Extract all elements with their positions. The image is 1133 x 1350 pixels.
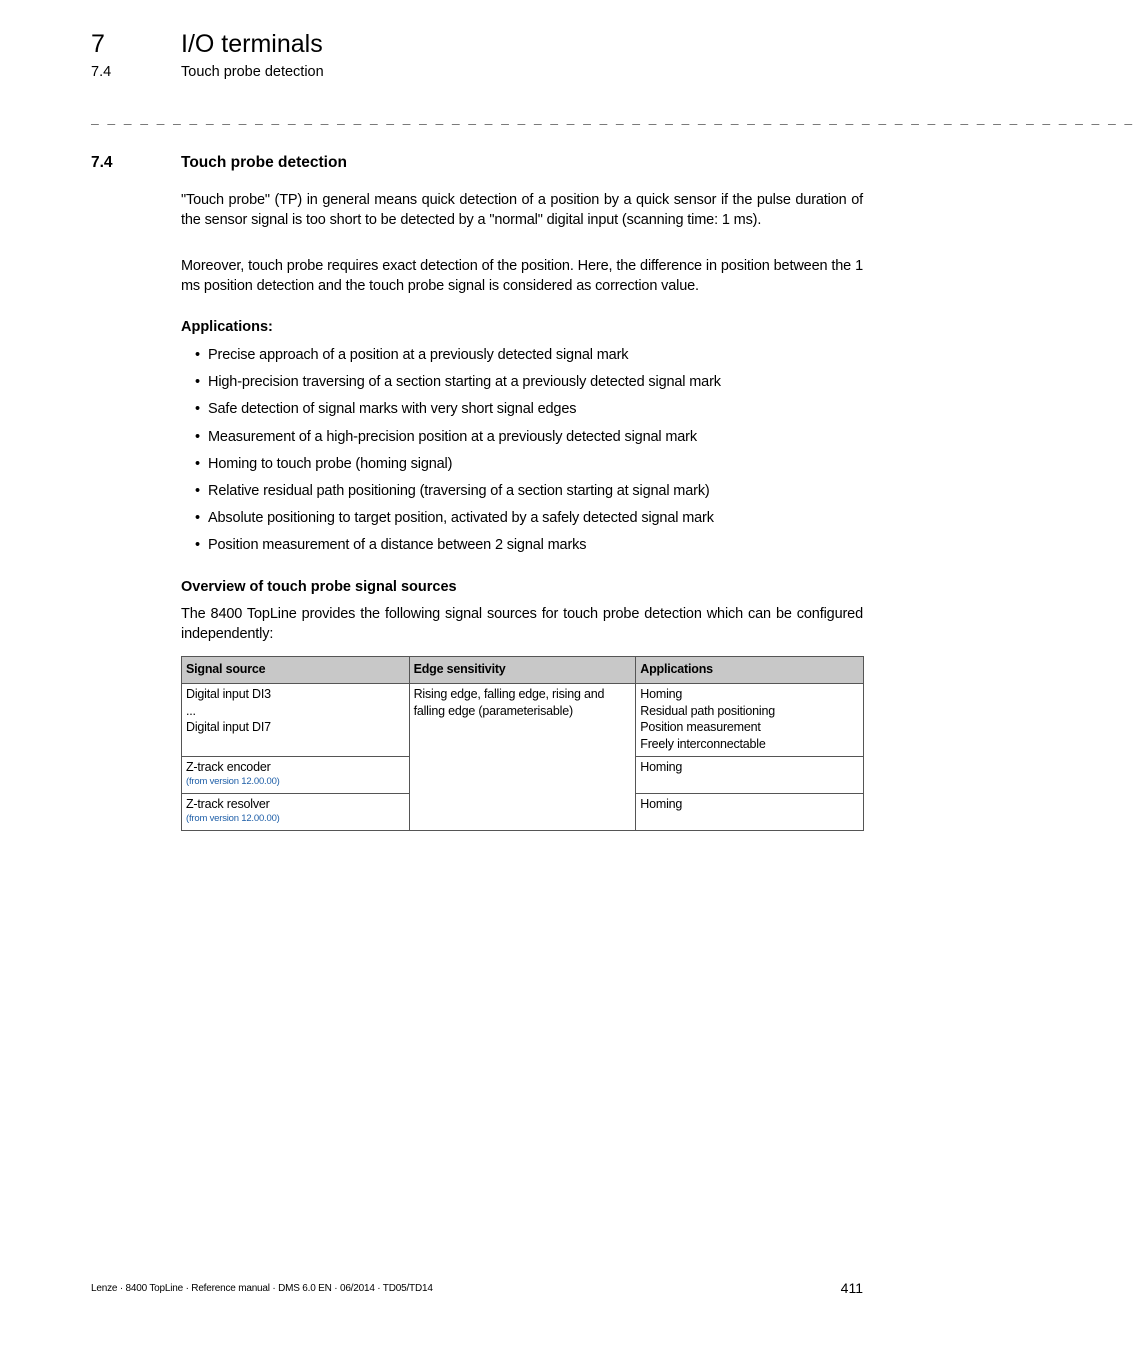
list-item bbox=[181, 482, 863, 509]
signal-source-cell bbox=[182, 684, 410, 757]
version-note: (from version 12.00.00) bbox=[186, 812, 280, 824]
list-item bbox=[181, 373, 863, 400]
list-item bbox=[181, 428, 863, 455]
signal-source-cell bbox=[182, 794, 410, 831]
footer-text: Lenze · 8400 TopLine · Reference manual · DMS 6.0 EN · 06/2014 · TD05/TD14 bbox=[91, 1283, 433, 1294]
list-item bbox=[181, 455, 863, 482]
header-section-title: Touch probe detection bbox=[181, 64, 324, 80]
column-header: Edge sensitivity bbox=[409, 657, 636, 684]
cell-line: Homing bbox=[640, 760, 683, 774]
table-header-row bbox=[182, 657, 864, 684]
list-item-text: High-precision traversing of a section starting at a previously detected signal mark bbox=[208, 374, 721, 391]
list-item-text: Homing to touch probe (homing signal) bbox=[208, 455, 453, 472]
bullet: • bbox=[195, 455, 200, 472]
list-item-text: Measurement of a high-precision position at a previously detected signal mark bbox=[208, 428, 697, 445]
intro-paragraph-1 bbox=[181, 191, 863, 230]
cell-line: ... bbox=[186, 703, 196, 718]
paragraph: "Touch probe" (TP) in general means quick detection of a position by a quick sensor if the pulse duration of the sensor signal is too short to be detected by a "normal" digital input (scanning time: 1 ms). bbox=[181, 192, 863, 228]
bullet: • bbox=[195, 347, 200, 363]
cell-line: Homing bbox=[640, 797, 683, 811]
column-header: Applications bbox=[636, 657, 864, 684]
signal-source-cell bbox=[182, 757, 410, 794]
intro-paragraph-2 bbox=[181, 257, 863, 296]
list-item bbox=[181, 536, 863, 563]
applications-list bbox=[181, 346, 863, 564]
section-number: 7.4 bbox=[91, 154, 113, 171]
cell-line: Homing bbox=[640, 687, 683, 701]
page-number: 411 bbox=[840, 1280, 863, 1296]
overview-heading: Overview of touch probe signal sources bbox=[181, 579, 457, 595]
bullet: • bbox=[195, 537, 200, 554]
list-item-text: Safe detection of signal marks with very short signal edges bbox=[208, 401, 577, 418]
list-item-text: Precise approach of a position at a previously detected signal mark bbox=[208, 347, 629, 363]
cell-line: Residual path positioning bbox=[640, 703, 775, 718]
cell-line: Digital input DI3 bbox=[186, 687, 271, 701]
bullet: • bbox=[195, 510, 200, 527]
bullet: • bbox=[195, 401, 200, 418]
dashed-separator: _ _ _ _ _ _ _ _ _ _ _ _ _ _ _ _ _ _ _ _ _ _ _ _ _ _ _ _ _ _ _ _ _ _ _ _ _ _ _ _ _ _ _ _ _ _ _ _ _ _ _ _ _ _ _ _ _ _ _ _ _ _ _ _ bbox=[91, 112, 1133, 127]
bullet: • bbox=[195, 428, 200, 445]
list-item bbox=[181, 346, 863, 373]
signal-sources-table bbox=[181, 656, 864, 831]
list-item bbox=[181, 509, 863, 536]
edge-sensitivity-cell: Rising edge, falling edge, rising and falling edge (parameterisable) bbox=[409, 684, 636, 831]
cell-line: Freely interconnectable bbox=[640, 736, 766, 751]
list-item-text: Relative residual path positioning (traversing of a section starting at signal mark) bbox=[208, 482, 710, 499]
applications-heading: Applications: bbox=[181, 319, 273, 335]
header-section-number: 7.4 bbox=[91, 64, 112, 80]
overview-paragraph bbox=[181, 605, 863, 644]
table-row bbox=[182, 684, 864, 757]
cell-line: Digital input DI7 bbox=[186, 720, 271, 734]
chapter-number: 7 bbox=[91, 30, 105, 58]
applications-cell bbox=[636, 684, 864, 757]
applications-cell bbox=[636, 794, 864, 831]
cell-line: Z-track encoder bbox=[186, 760, 271, 774]
column-header: Signal source bbox=[182, 657, 410, 684]
chapter-title: I/O terminals bbox=[181, 30, 323, 58]
applications-cell bbox=[636, 757, 864, 794]
paragraph: Moreover, touch probe requires exact detection of the position. Here, the difference in position between the 1 ms position detection and the touch probe signal is considered as correction value. bbox=[181, 258, 863, 294]
cell-line: Z-track resolver bbox=[186, 797, 270, 811]
bullet: • bbox=[195, 374, 200, 391]
list-item bbox=[181, 400, 863, 427]
version-note: (from version 12.00.00) bbox=[186, 775, 280, 787]
list-item-text: Absolute positioning to target position, activated by a safely detected signal mark bbox=[208, 510, 714, 527]
cell-line: Position measurement bbox=[640, 720, 761, 734]
bullet: • bbox=[195, 482, 200, 499]
paragraph: The 8400 TopLine provides the following signal sources for touch probe detection which can be configured independently: bbox=[181, 606, 863, 642]
list-item-text: Position measurement of a distance between 2 signal marks bbox=[208, 537, 587, 554]
section-heading: Touch probe detection bbox=[181, 154, 347, 171]
